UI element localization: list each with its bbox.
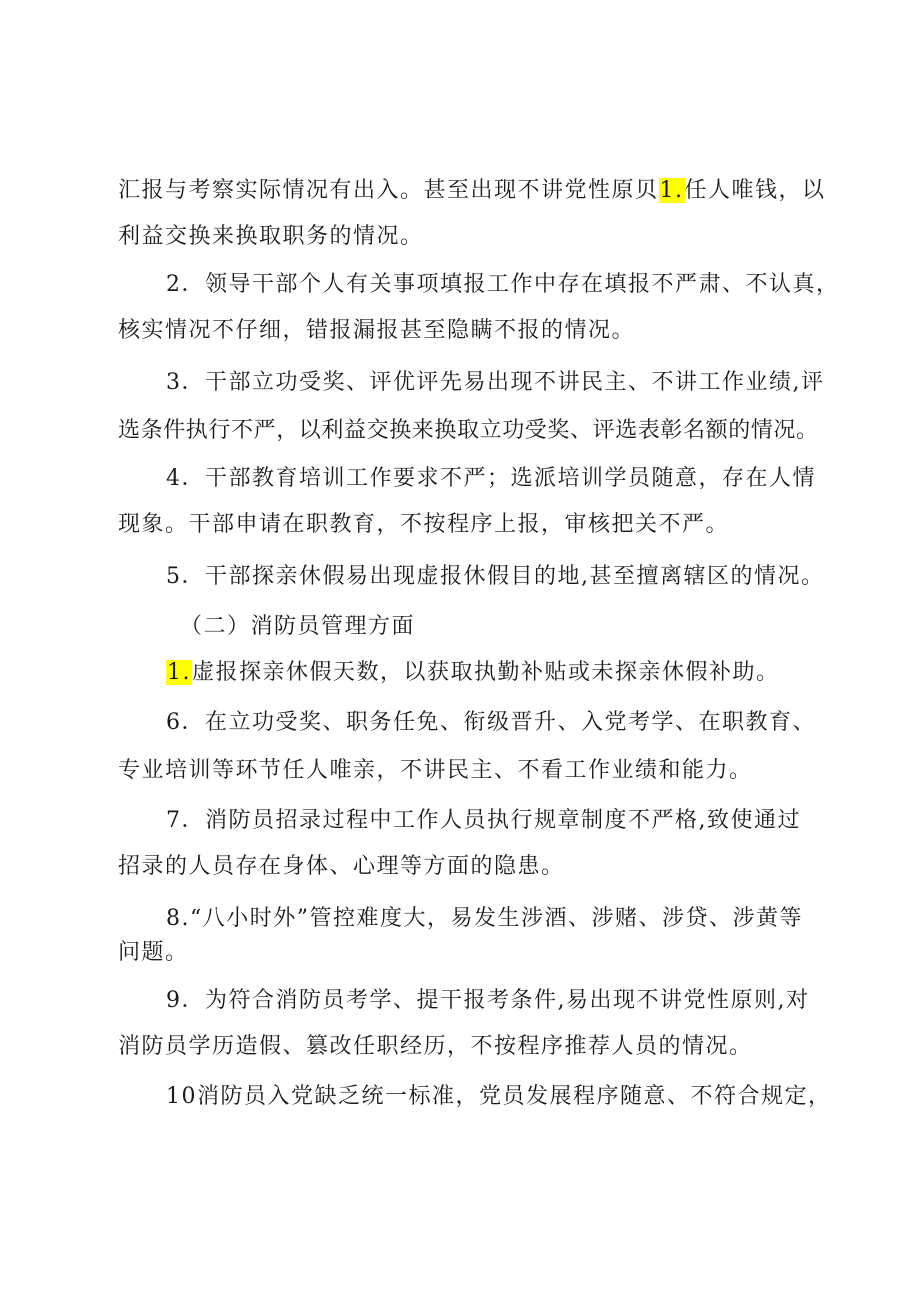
highlighted-number: 1. [167, 660, 191, 685]
paragraph-line: 5．干部探亲休假易出现虚报休假目的地,甚至擅离辖区的情况。 [166, 564, 825, 589]
paragraph-line: 2．领导干部个人有关事项填报工作中存在填报不严肃、不认真， [166, 272, 840, 297]
line-text: 虚报探亲休假天数，以获取执勤补贴或未探亲休假补助。 [192, 660, 780, 685]
paragraph-line: 6．在立功受奖、职务任免、衔级晋升、入党考学、在职教育、 [166, 710, 816, 735]
paragraph-line: 10消防员入党缺乏统一标准，党员发展程序随意、不符合规定， [166, 1084, 832, 1109]
paragraph-line: 现象。干部申请在职教育，不按程序上报，审核把关不严。 [118, 512, 730, 537]
paragraph-line: 问题。 [118, 940, 189, 965]
paragraph-line: 利益交换来换取职务的情况。 [118, 224, 424, 249]
paragraph-line [166, 658, 780, 688]
paragraph-line: 专业培训等环节任人唯亲，不讲民主、不看工作业绩和能力。 [118, 758, 753, 783]
paragraph-line: 招录的人员存在身体、心理等方面的隐患。 [118, 854, 565, 879]
paragraph-line [118, 176, 826, 206]
section-heading: （二）消防员管理方面 [180, 614, 416, 639]
paragraph-line: 9．为符合消防员考学、提干报考条件,易出现不讲党性原则,对 [166, 988, 810, 1013]
paragraph-line: 7．消防员招录过程中工作人员执行规章制度不严格,致使通过 [166, 808, 801, 833]
paragraph-line: 3．干部立功受奖、评优评先易出现不讲民主、不讲工作业绩,评 [166, 370, 825, 395]
paragraph-line: 8.“八小时外”管控难度大，易发生涉酒、涉赌、涉贷、涉黄等 [166, 906, 803, 931]
line-text: 汇报与考察实际情况有出入。甚至出现不讲党性原贝 [118, 178, 659, 203]
line-text: 任人唯钱，以 [684, 178, 826, 203]
paragraph-line: 核实情况不仔细，错报漏报甚至隐瞒不报的情况。 [118, 318, 636, 343]
highlighted-number: 1. [659, 178, 684, 203]
paragraph-line: 4．干部教育培训工作要求不严；选派培训学员随意，存在人情 [166, 466, 816, 491]
paragraph-line: 选条件执行不严，以利益交换来换取立功受奖、评选表彰名额的情况。 [118, 418, 819, 443]
paragraph-line: 消防员学历造假、篡改任职经历，不按程序推荐人员的情况。 [118, 1034, 753, 1059]
